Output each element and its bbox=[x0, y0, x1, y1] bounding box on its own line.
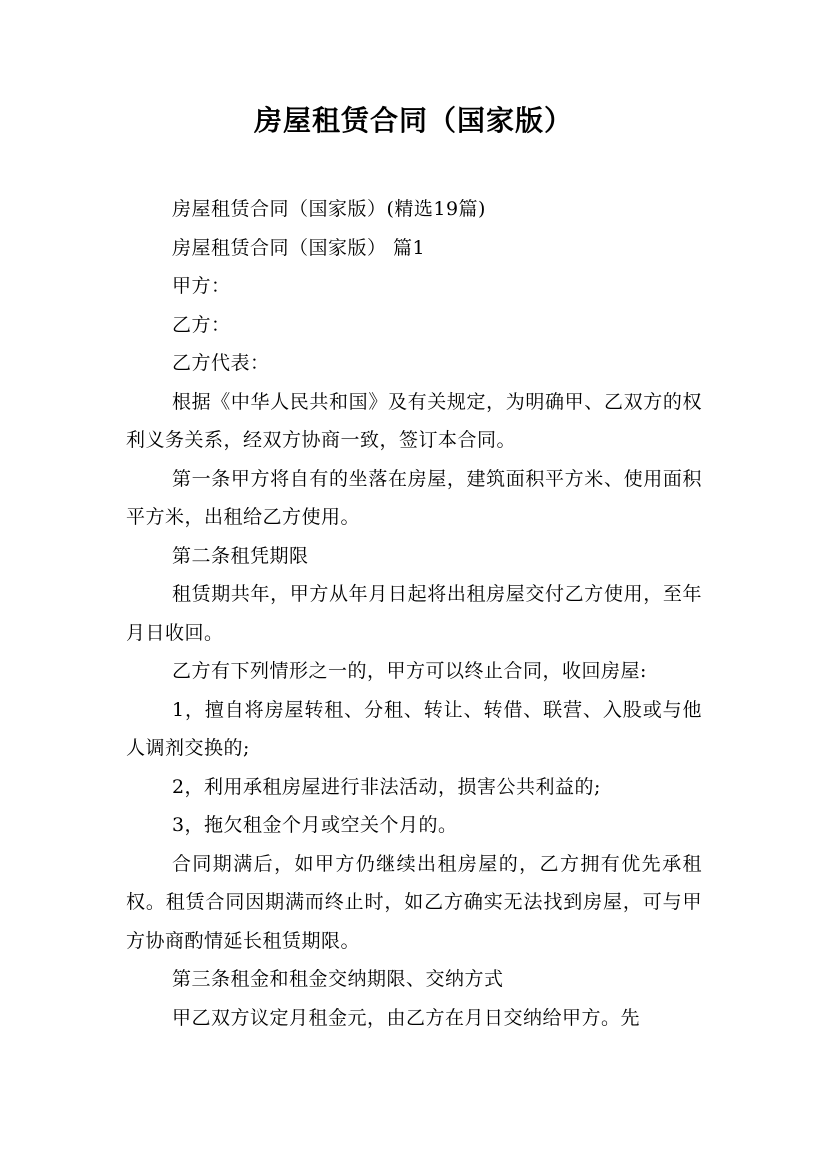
paragraph: 第一条甲方将自有的坐落在房屋，建筑面积平方米、使用面积平方米，出租给乙方使用。 bbox=[126, 467, 702, 528]
paragraph: 租赁期共年，甲方从年月日起将出租房屋交付乙方使用，至年月日收回。 bbox=[126, 583, 702, 644]
document-body bbox=[126, 190, 702, 1037]
paragraph: 合同期满后，如甲方仍继续出租房屋的，乙方拥有优先承租权。租赁合同因期满而终止时，如乙方确实无法找到房屋，可与甲方协商酌情延长租赁期限。 bbox=[126, 852, 702, 952]
document-title: 房屋租赁合同（国家版） bbox=[253, 104, 573, 137]
party-b-representative-line: 乙方代表： bbox=[171, 352, 270, 374]
list-item: 3，拖欠租金个月或空关个月的。 bbox=[171, 814, 458, 836]
party-b-line: 乙方： bbox=[171, 313, 231, 336]
list-item: 2，利用承租房屋进行非法活动，损害公共利益的; bbox=[171, 775, 601, 798]
article-heading: 第二条租凭期限 bbox=[171, 544, 309, 567]
party-a-line: 甲方： bbox=[171, 275, 231, 297]
paragraph: 根据《中华人民共和国》及有关规定，为明确甲、乙双方的权利义务关系，经双方协商一致，签订本合同。 bbox=[126, 390, 702, 451]
section-heading: 房屋租赁合同（国家版） 篇1 bbox=[171, 236, 426, 259]
subtitle-paragraph: 房屋租赁合同（国家版）(精选19篇) bbox=[171, 198, 486, 220]
paragraph: 甲乙双方议定月租金元，由乙方在月日交纳给甲方。先 bbox=[171, 1006, 640, 1029]
paragraph: 乙方有下列情形之一的，甲方可以终止合同，收回房屋: bbox=[171, 660, 647, 682]
article-heading: 第三条租金和租金交纳期限、交纳方式 bbox=[171, 968, 504, 990]
list-item: 1，擅自将房屋转租、分租、转让、转借、联营、入股或与他人调剂交换的; bbox=[126, 698, 702, 759]
